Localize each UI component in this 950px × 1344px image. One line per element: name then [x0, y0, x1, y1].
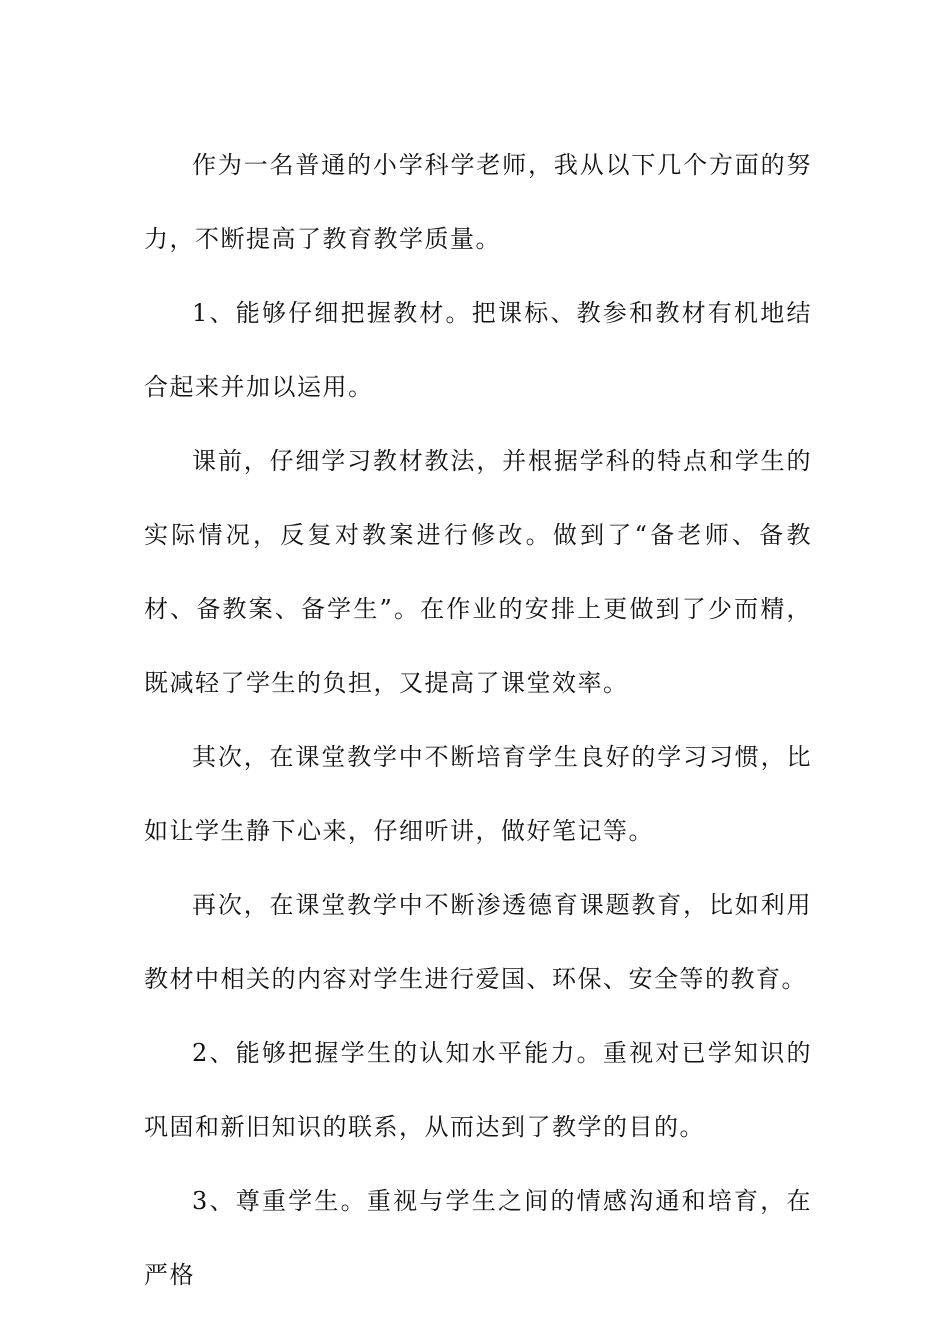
paragraph-point-2: 2、能够把握学生的认知水平能力。重视对已学知识的巩固和新旧知识的联系，从而达到了教学的目的。	[144, 1039, 812, 1141]
document-body	[144, 128, 812, 1312]
paragraph-point-1: 1、能够仔细把握教材。把课标、教参和教材有机地结合起来并加以运用。	[144, 299, 812, 401]
paragraph-moral-education: 再次，在课堂教学中不断渗透德育课题教育，比如利用教材中相关的内容对学生进行爱国、环保、安全等的教育。	[144, 891, 812, 993]
paragraph-habits: 其次，在课堂教学中不断培育学生良好的学习习惯，比如让学生静下心来，仔细听讲，做好笔记等。	[144, 743, 812, 845]
paragraph-intro: 作为一名普通的小学科学老师，我从以下几个方面的努力，不断提高了教育教学质量。	[144, 151, 812, 253]
paragraph-lesson-prep: 课前，仔细学习教材教法，并根据学科的特点和学生的实际情况，反复对教案进行修改。做到了“备老师、备教材、备教案、备学生”。在作业的安排上更做到了少而精，既减轻了学生的负担，又提高了课堂效率。	[144, 447, 812, 697]
paragraph-point-3: 3、尊重学生。重视与学生之间的情感沟通和培育，在严格	[144, 1187, 812, 1289]
